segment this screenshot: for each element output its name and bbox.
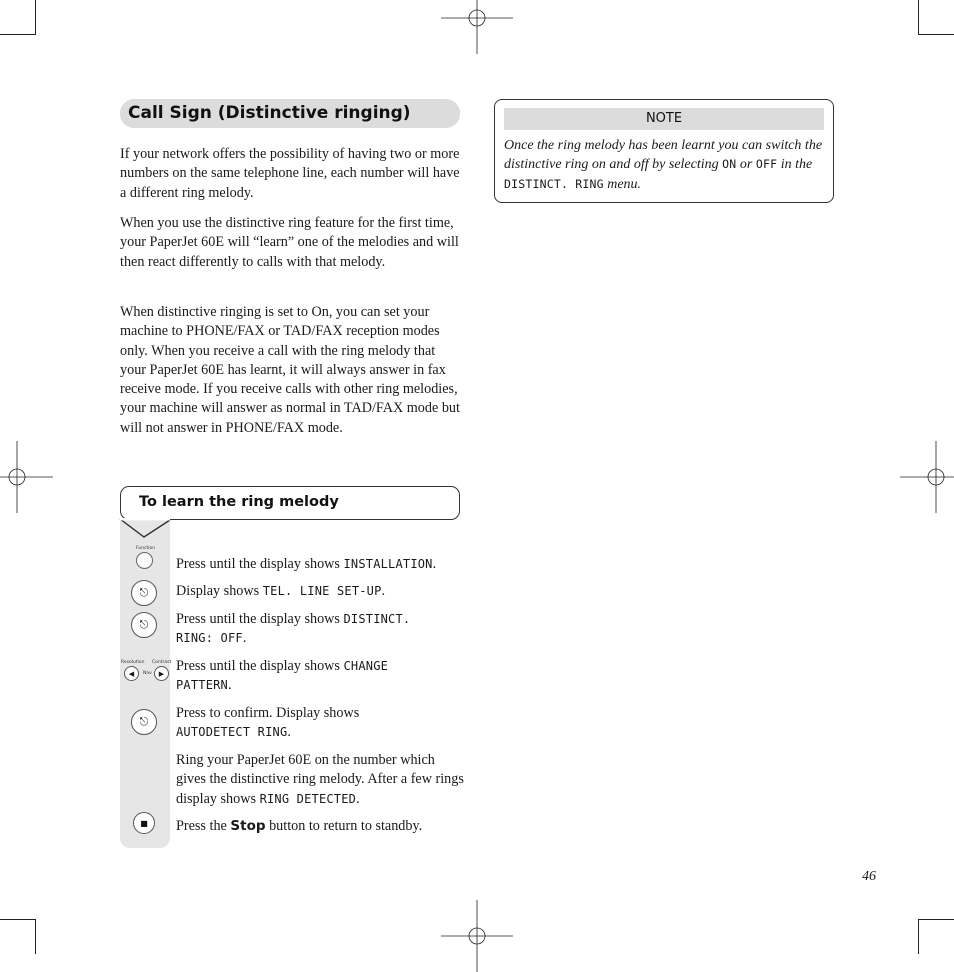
stop-square-icon: ■ <box>140 818 148 828</box>
step-4: Press until the display shows CHANGE PATTERN. <box>176 658 389 694</box>
registration-mark-right <box>900 441 954 513</box>
section-title: Call Sign (Distinctive ringing) <box>120 99 460 128</box>
crop-mark <box>918 919 919 954</box>
nav-center-label: Nav <box>143 671 152 676</box>
right-arrow-key[interactable] <box>154 666 169 681</box>
contrast-key-label: Contrast <box>152 660 172 665</box>
resolution-key-label: Resolution <box>121 660 145 665</box>
function-key[interactable] <box>136 552 153 569</box>
left-arrow-key[interactable] <box>124 666 139 681</box>
enter-icon: ⎋ <box>139 715 149 728</box>
note-header: NOTE <box>504 108 824 130</box>
crop-mark <box>35 919 36 954</box>
callout-pointer <box>118 518 172 538</box>
procedure-title: To learn the ring melody <box>120 486 460 520</box>
crop-mark <box>0 919 36 920</box>
step-3: Press until the display shows DISTINCT. RING: OFF. <box>176 611 411 647</box>
ok-key[interactable] <box>131 580 157 606</box>
registration-mark-top <box>441 0 513 54</box>
crop-mark <box>35 0 36 35</box>
enter-icon: ⎋ <box>139 618 149 631</box>
step-1: Press until the display shows INSTALLATION. <box>176 556 437 572</box>
crop-mark <box>918 919 954 920</box>
paragraph: If your network offers the possibility of having two or more numbers on the same telephone line, each number will have a different ring melody. <box>120 146 460 201</box>
paragraph: When distinctive ringing is set to On, you can set your machine to PHONE/FAX or TAD/FAX reception modes only. When you receive a call with the ring melody that your PaperJet 60E has learnt, it will always answer in fax receive mode. If you receive calls with other ring melodies, your machine will answer as normal in TAD/FAX mode but will not answer in PHONE/FAX mode. <box>120 304 460 436</box>
paragraph: When you use the distinctive ring feature for the first time, your PaperJet 60E will “learn” one of the melodies and will then react differently to calls with that melody. <box>120 215 459 270</box>
registration-mark-bottom <box>441 900 513 972</box>
function-key-label: Function <box>136 546 156 551</box>
triangle-right-icon: ▶ <box>158 669 165 678</box>
crop-mark <box>918 0 919 35</box>
key-strip <box>120 520 170 848</box>
step-5: Press to confirm. Display shows AUTODETECT RING. <box>176 705 360 741</box>
stop-key[interactable] <box>133 812 155 834</box>
triangle-left-icon: ◀ <box>128 669 135 678</box>
crop-mark <box>918 34 954 35</box>
note-box <box>494 99 834 203</box>
crop-mark <box>0 34 36 35</box>
registration-mark-left <box>0 441 53 513</box>
step-7: Press the Stop button to return to standby. <box>176 818 423 834</box>
stop-word: Stop <box>230 818 266 834</box>
ok-key[interactable] <box>131 709 157 735</box>
step-6: Ring your PaperJet 60E on the number which gives the distinctive ring melody. After a few rings display shows RING DETECTED. <box>176 752 464 807</box>
page-number: 46 <box>862 869 876 884</box>
ok-key[interactable] <box>131 612 157 638</box>
enter-icon: ⎋ <box>139 586 149 599</box>
note-text: Once the ring melody has been learnt you can switch the distinctive ring on and off by selecting ON or OFF in the DISTINCT. RING menu. <box>504 138 823 192</box>
step-2: Display shows TEL. LINE SET-UP. <box>176 583 386 599</box>
